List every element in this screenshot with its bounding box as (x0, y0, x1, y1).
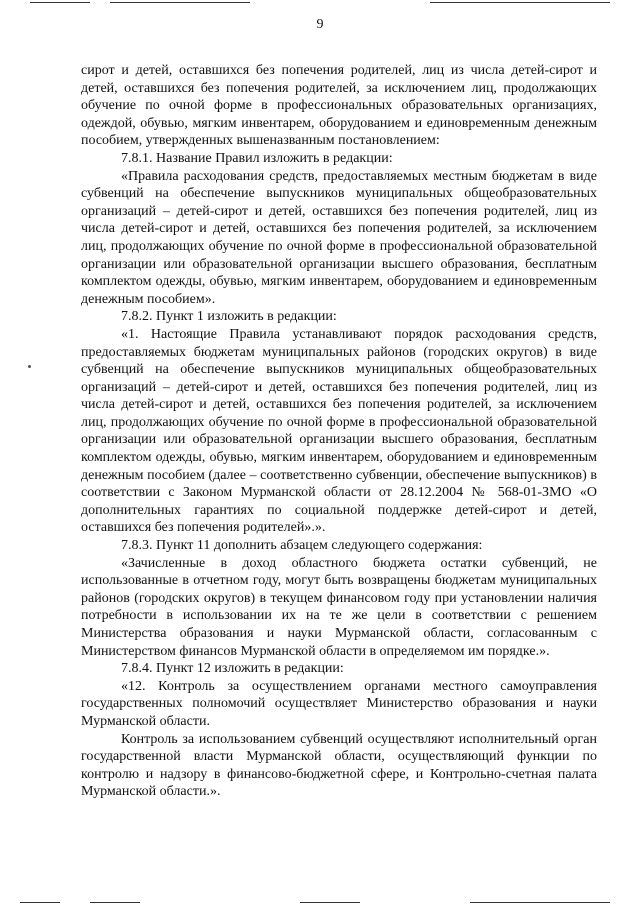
paragraph: сирот и детей, оставшихся без попечения родителей, лиц из числа детей-сирот и детей, оставшихся без попечения родителей, за исключением лиц, продолжающих обучение по очной форме в профессиональных образовательных организациях, одеждой, обувью, мягким инвентарем, оборудованием и единовременным денежным пособием, утвержденных вышеназванным постановлением: (81, 63, 597, 149)
paragraph: 7.8.2. Пункт 1 изложить в редакции: (121, 309, 337, 325)
document-body (81, 62, 597, 801)
scan-speck (28, 365, 31, 368)
scan-artifact-bottom (20, 902, 60, 903)
paragraph: 7.8.1. Название Правил изложить в редакции: (121, 150, 393, 166)
paragraph: «Правила расходования средств, предоставляемых местным бюджетам в виде субвенций на обеспечение выпускников муниципальных общеобразовательных организаций – детей-сирот и детей, оставшихся без попечения родителей, лиц из числа детей-сирот и детей, оставшихся без попечения родителей, за исключением лиц, продолжающих обучение по очной форме в профессиональной образовательной организации или образовательной организации высшего образования, бесплатным комплектом одежды, обувью, мягким инвентарем, оборудованием и единовременным денежным пособием». (81, 168, 597, 307)
paragraph: 7.8.4. Пункт 12 изложить в редакции: (121, 661, 344, 677)
paragraph: «12. Контроль за осуществлением органами местного самоуправления государственных полномочий осуществляет Министерство образования и науки Мурманской области. (81, 678, 597, 729)
page-number: 9 (316, 17, 324, 32)
scan-artifact-top (110, 2, 250, 3)
scan-artifact-bottom (470, 902, 610, 903)
paragraph: Контроль за использованием субвенций осуществляют исполнительный орган государственной власти Мурманской области, осуществляющий функции по контролю и надзору в финансово-бюджетной сфере, и Контрольно-счетная палата Мурманской области.». (81, 731, 597, 800)
scan-artifact-top (430, 2, 610, 3)
scan-artifact-bottom (90, 902, 140, 903)
paragraph: «Зачисленные в доход областного бюджета остатки субвенций, не использованные в отчетном году, могут быть возвращены бюджетам муниципальных районов (городских округов) в текущем финансовом году при установлении наличия потребности в использовании их на те же цели в соответствии с решением Министерства образования и науки Мурманской области, согласованным с Министерством финансов Мурманской области в определяемом им порядке.». (81, 555, 597, 659)
paragraph: 7.8.3. Пункт 11 дополнить абзацем следующего содержания: (121, 538, 483, 554)
scan-artifact-bottom (300, 902, 360, 903)
scan-artifact-top (30, 2, 90, 3)
paragraph: «1. Настоящие Правила устанавливают порядок расходования средств, предоставляемых бюджетам муниципальных районов (городских округов) в виде субвенций на обеспечение выпускников муниципальных общеобразовательных организаций – детей-сирот и детей, оставшихся без попечения родителей, лиц из числа детей-сирот и детей, оставшихся без попечения родителей, за исключением лиц, продолжающих обучение по очной форме в профессиональной образовательной организации или образовательной организации высшего образования, бесплатным комплектом одежды, обувью, мягким инвентарем, оборудованием и единовременным денежным пособием (далее – соответственно субвенции, обеспечение выпускников) в соответствии с Законом Мурманской области от 28.12.2004 № 568-01-ЗМО «О дополнительных гарантиях по социальной поддержке детей-сирот и детей, оставшихся без попечения родителей».». (81, 326, 597, 536)
